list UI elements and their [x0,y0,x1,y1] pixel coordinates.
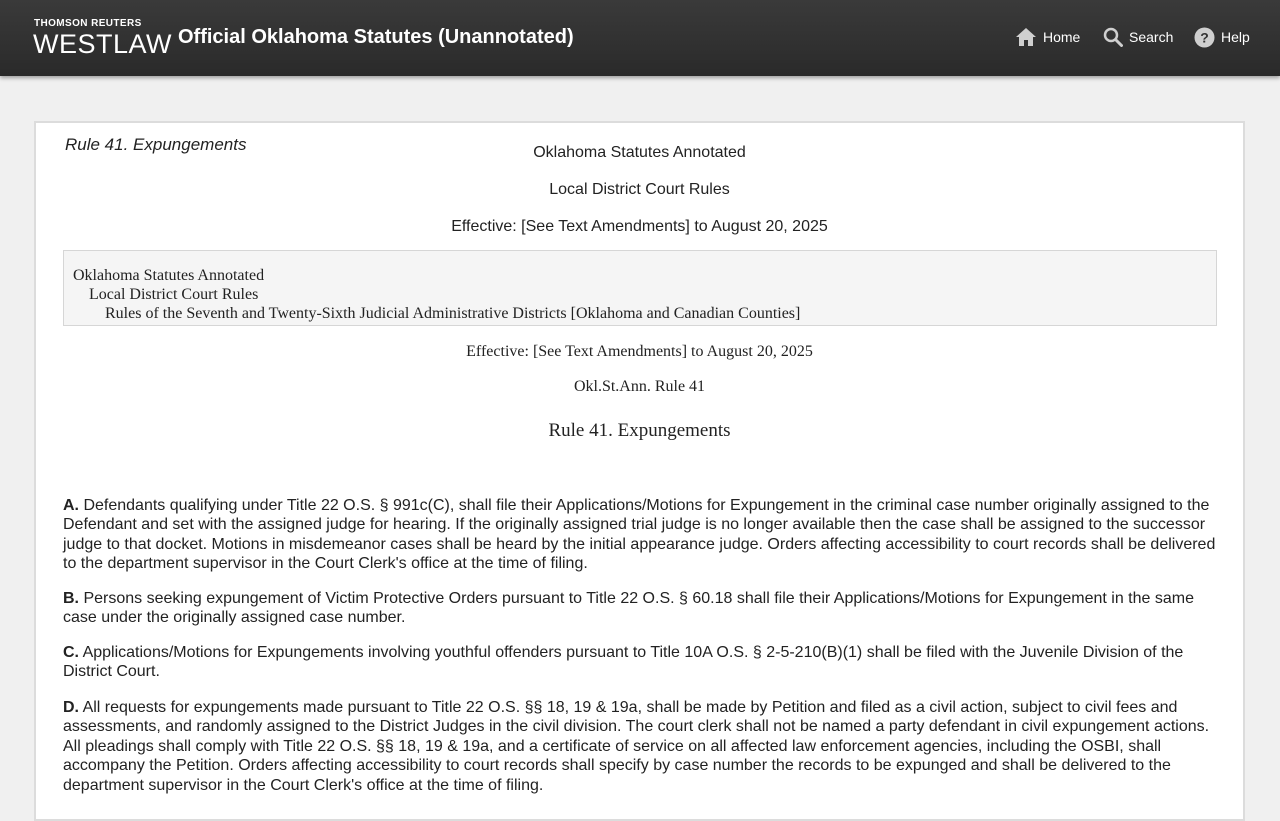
paragraph-c [63,643,1219,682]
home-icon [1015,27,1037,47]
help-icon [1194,27,1215,48]
breadcrumb [63,250,1217,326]
paragraph-text: Defendants qualifying under Title 22 O.S. § 991c(C), shall file their Applications/Motions for Expungement in the criminal case number originally assigned to the Defendant and set with the assigned judge for hearing. If the originally assigned trial judge is no longer available then the case shall be assigned to the successor judge to that docket. Motions in misdemeanor cases shall be heard by the initial appearance judge. Orders affecting accessibility to court records shall be delivered to the department supervisor in the Court Clerk's office at the time of filing. [63,497,1216,573]
home-link[interactable] [1015,24,1080,50]
help-label: Help [1221,29,1250,45]
paragraph-text: All requests for expungements made pursuant to Title 22 O.S. §§ 18, 19 & 19a, shall be made by Petition and filed as a civil action, subject to civil fees and assessments, and randomly assigned to the District Judges in the civil division. The court clerk shall not be named a party defendant in civil expungement actions. All pleadings shall comply with Title 22 O.S. §§ 18, 19 & 19a, and a certificate of service on all affected law enforcement agencies, including the OSBI, shall accompany the Petition. Orders affecting accessibility to court records shall specify by case number the records to be expunged and shall be delivered to the department supervisor in the Court Clerk's office at the time of filing. [63,699,1210,794]
breadcrumb-level-1: Oklahoma Statutes Annotated [73,267,265,284]
help-link[interactable] [1194,24,1250,50]
top-bar [0,0,1280,76]
brand-small-text: THOMSON REUTERS [34,18,142,29]
paragraph-a [63,496,1219,574]
search-label: Search [1129,29,1174,45]
svg-text:?: ? [1200,29,1209,45]
paragraph-b [63,589,1219,628]
citation: Okl.St.Ann. Rule 41 [573,378,706,395]
paragraph-d [63,698,1219,795]
paragraph-text: Applications/Motions for Expungements involving youthful offenders pursuant to Title 10A O.S. § 2-5-210(B)(1) shall be filed with the Juvenile Division of the District Court. [63,644,1184,681]
paragraph-text: Persons seeking expungement of Victim Protective Orders pursuant to Title 22 O.S. § 60.18 shall file their Applications/Motions for Expungement in the same case under the originally assigned case number. [63,590,1194,627]
effective-date-top: Effective: [See Text Amendments] to August 20, 2025 [451,218,828,235]
paragraph-label: B. [63,590,79,607]
document-subtitle: Local District Court Rules [549,181,730,198]
breadcrumb-level-2: Local District Court Rules [89,286,259,303]
westlaw-logo[interactable]: WESTLAW [33,29,173,59]
publication-name: Oklahoma Statutes Annotated [533,144,746,161]
breadcrumb-level-3: Rules of the Seventh and Twenty-Sixth Judicial Administrative Districts [Oklahoma and Canadian Counties] [105,305,801,322]
paragraph-label: C. [63,644,79,661]
document-title: Rule 41. Expungements [548,420,731,441]
search-link[interactable] [1103,24,1173,50]
document-panel [34,121,1245,821]
rule-heading: Rule 41. Expungements [65,135,247,154]
paragraph-label: D. [63,699,79,716]
effective-date: Effective: [See Text Amendments] to August 20, 2025 [466,343,813,360]
home-label: Home [1043,29,1081,45]
app-title: Official Oklahoma Statutes (Unannotated) [178,26,574,48]
search-icon [1103,27,1123,47]
paragraph-label: A. [63,497,79,514]
